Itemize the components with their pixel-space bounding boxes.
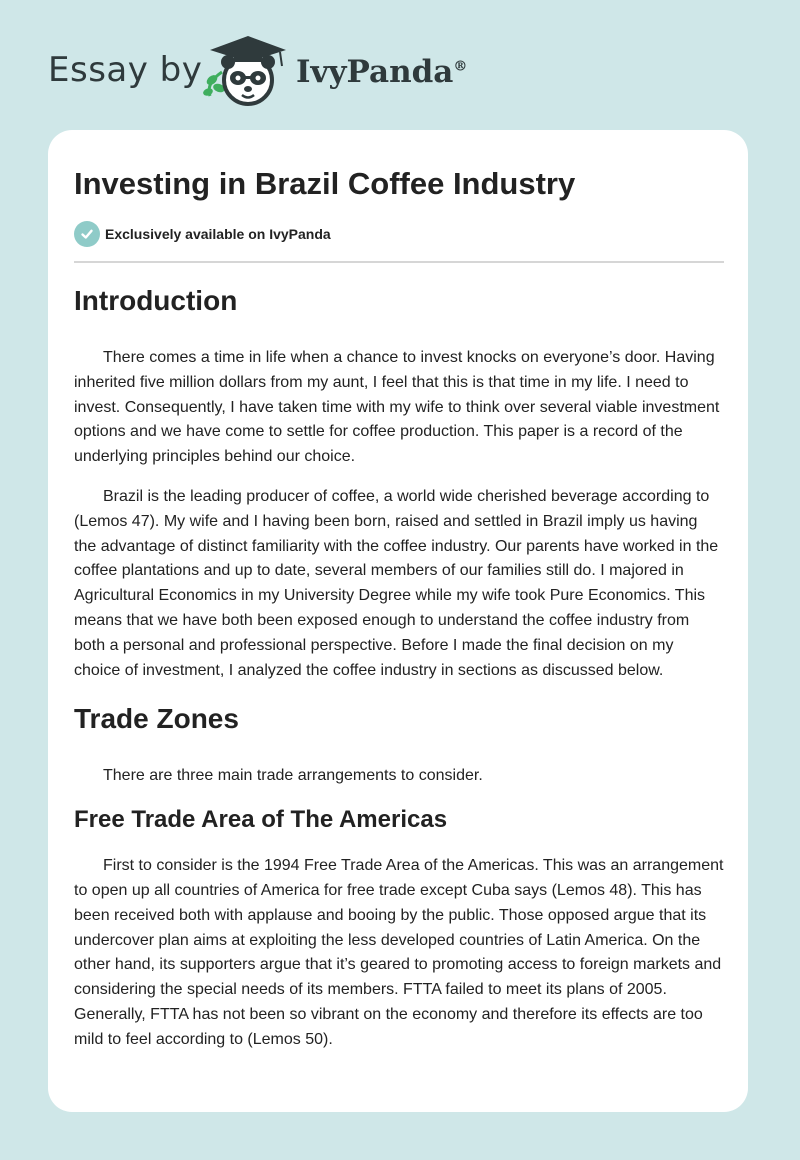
check-icon [74,221,100,247]
heading-ftaa: Free Trade Area of The Americas [74,806,448,834]
panda-logo-icon [200,32,292,110]
essay-body [74,280,724,1068]
exclusive-badge-label: Exclusively available on IvyPanda [105,226,331,242]
paragraph: There comes a time in life when a chance to invest knocks on everyone’s door. Having inherited five million dollars from my aunt, I feel that this is that time in my life. I need to invest. Consequently, I have taken time with my wife to think over several viable investment options and we have come to settle for coffee production. This paper is a record of the underlying principles behind our choice. [74,349,720,466]
essay-card [48,130,748,1112]
brand-header[interactable] [48,32,508,112]
exclusive-badge [74,221,331,247]
brand-name: IvyPanda® [296,54,468,90]
heading-introduction: Introduction [74,285,238,316]
brand-prefix: Essay by [48,50,203,90]
paragraph: Brazil is the leading producer of coffee, a world wide cherished beverage according to (Lemos 47). My wife and I having been born, raised and settled in Brazil imply us having the advantage of distinct familiarity with the coffee industry. Our parents have worked in the coffee plantations and up to date, several members of our families still do. I majored in Agricultural Economics in my University Degree while my wife took Pure Economics. This means that we have both been exposed enough to understand the coffee industry from both a personal and professional perspective. Before I made the final decision on my choice of investment, I analyzed the coffee industry in sections as discussed below. [74,487,719,679]
heading-trade-zones: Trade Zones [74,703,239,735]
divider [74,261,724,263]
paragraph: First to consider is the 1994 Free Trade Area of the Americas. This was an arrangement to open up all countries of America for free trade except Cuba says (Lemos 48). This has been received both with applause and booing by the public. Those opposed argue that its undercover plan aims at exploiting the less developed countries of Latin America. On the other hand, its supporters argue that it’s geared to promoting access to foreign markets and considering the special needs of its members. FTTA failed to meet its plans of 2005. Generally, FTTA has not been so vibrant on the economy and therefore its effects are too mild to feel according to (Lemos 50). [74,857,724,1048]
essay-title: Investing in Brazil Coffee Industry [74,166,576,201]
paragraph: There are three main trade arrangements to consider. [103,767,483,785]
